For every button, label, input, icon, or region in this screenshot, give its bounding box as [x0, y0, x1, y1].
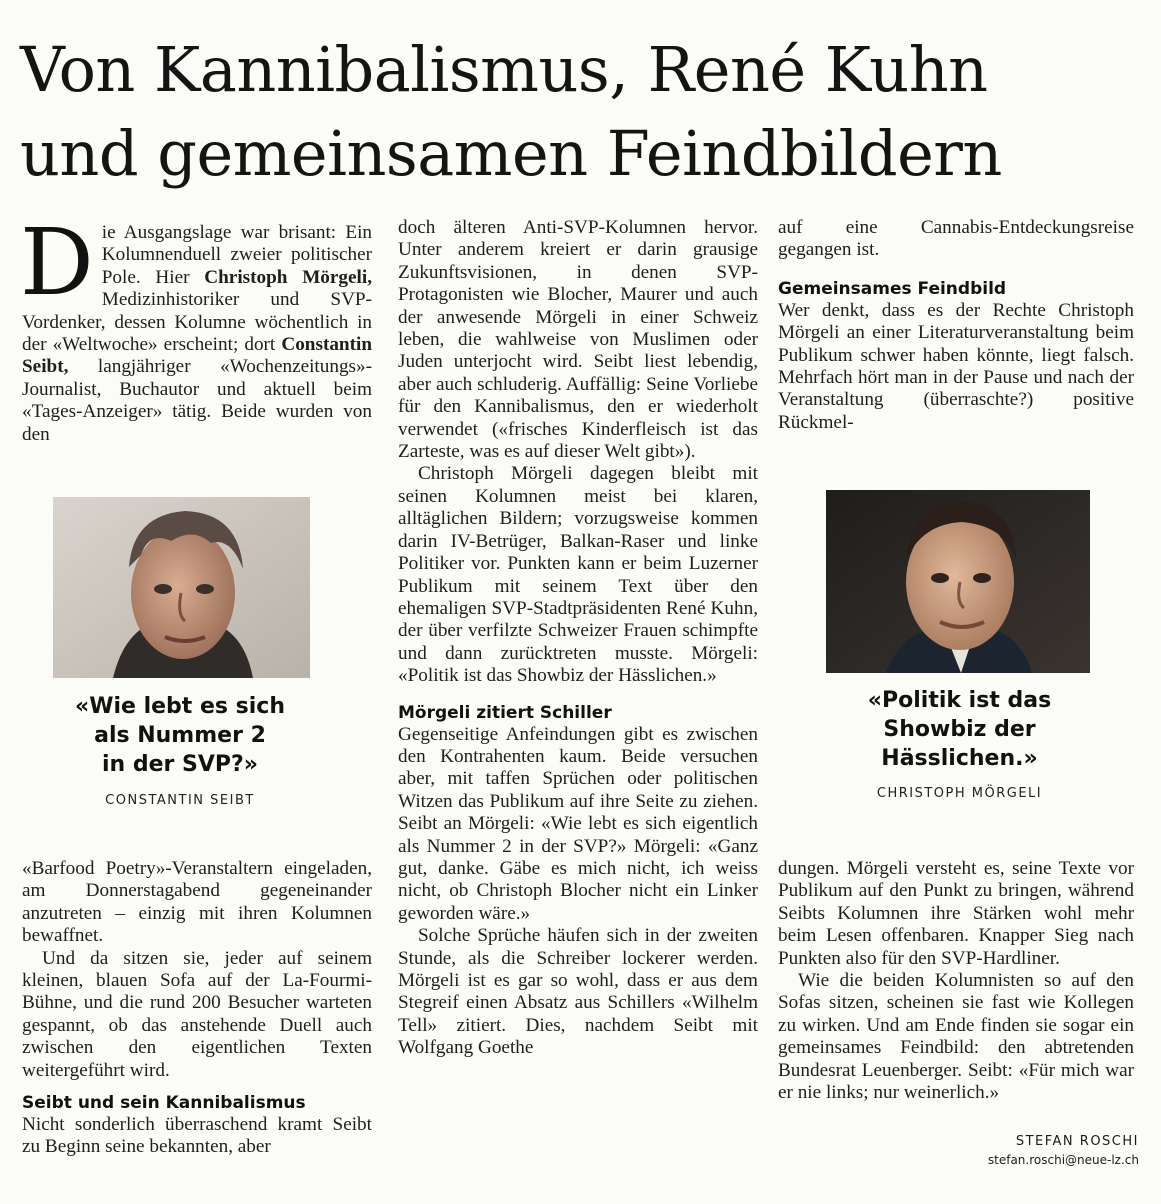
caption-seibt: CONSTANTIN SEIBT — [105, 793, 255, 808]
quote-moergeli-line-1: «Politik ist das — [867, 688, 1052, 713]
paragraph: Gegenseitige Anfeindungen gibt es zwischen den Kontrahenten kaum. Beide versuchen aber, mit taffen Sprüchen oder politischen Witzen das Publikum auf ihre Seite zu ziehen. Seibt an Mörgeli: «Wie lebt es sich eigentlich als Nummer 2 in der SVP?» Mörgeli: «Ganz gut, danke. Gäbe es mich nicht, ich weiss nicht, ob Christoph Blocher nicht ein Linker geworden wäre.» — [398, 723, 758, 924]
subhead-moergeli-schiller: Mörgeli zitiert Schiller — [398, 702, 612, 723]
quote-moergeli-line-2: Showbiz der — [883, 717, 1036, 742]
paragraph: Und da sitzen sie, jeder auf seinem kleinen, blauen Sofa auf der La-Fourmi-Bühne, und die rund 200 Besucher warteten gespannt, ob das anstehende Duell auch zwischen den eigentlichen Texten weitergeführt wird. — [22, 947, 372, 1081]
paragraph: auf eine Cannabis-Entdeckungsreise gegangen ist. — [778, 217, 1134, 261]
name-seibt: Constantin Seibt, — [22, 334, 372, 378]
subhead-gemeinsames-feindbild: Gemeinsames Feindbild — [778, 278, 1007, 299]
column-1-bottom — [22, 858, 372, 1159]
column-3-top — [778, 217, 1134, 434]
paragraph: dungen. Mörgeli versteht es, seine Texte vor Publikum auf den Punkt zu bringen, während Seibts Kolumnen ihre Stärken wohl mehr beim Lesen offenbaren. Knapper Sieg nach Punkten also für den SVP-Hardliner. — [778, 858, 1134, 969]
column-3-bottom — [778, 858, 1134, 1104]
intro-text-3: langjähriger «Wochenzeitungs»-Journalist, Buchautor und aktuell beim «Tages-Anzeiger» tätig. Beide wurden von den — [22, 356, 372, 445]
column-2 — [398, 217, 758, 1060]
quote-seibt-line-1: «Wie lebt es sich — [75, 694, 285, 719]
photo-constantin-seibt — [53, 497, 310, 678]
name-moergeli: Christoph Mörgeli, — [204, 266, 372, 288]
portrait-seibt-image — [53, 497, 310, 678]
quote-seibt-line-3: in der SVP?» — [101, 752, 258, 777]
column-1-intro — [20, 209, 372, 446]
author-name: STEFAN ROSCHI — [1015, 1134, 1139, 1149]
paragraph: Wer denkt, dass es der Rechte Christoph Mörgeli an einer Literaturveranstaltung beim Publikum schwer haben könnte, liegt falsch. Mehrfach hört man in der Pause und nach der Veranstaltung (überraschte?) positive Rückmel- — [778, 299, 1134, 433]
byline — [988, 1132, 1139, 1169]
paragraph: Christoph Mörgeli dagegen bleibt mit seinen Kolumnen meist bei klaren, alltäglichen Bildern; vorzugsweise kommen darin IV-Betrüger, Balkan-Raser und linke Politiker vor. Punkten kann er beim Luzerner Publikum mit seinem Text über den ehemaligen SVP-Stadtpräsidenten René Kuhn, der über verfilzte Schweizer Frauen schimpfte und dann zurücktreten musste. Mörgeli: «Politik ist das Showbiz der Hässlichen.» — [398, 463, 758, 687]
photo-christoph-moergeli — [826, 490, 1090, 673]
intro-text-2: Medizinhistoriker und SVP-Vordenker, dessen Kolumne wöchentlich in der «Weltwoche» erscheint; dort — [22, 289, 372, 356]
quote-moergeli-line-3: Hässlichen.» — [881, 746, 1038, 771]
paragraph: Nicht sonderlich überraschend kramt Seibt zu Beginn seine bekannten, aber — [22, 1114, 372, 1158]
headline-line-2: und gemeinsamen Feindbildern — [20, 117, 1002, 190]
author-email: stefan.roschi@neue-lz.ch — [987, 1153, 1139, 1167]
paragraph: Solche Sprüche häufen sich in der zweiten Stunde, als die Schreiber lockerer werden. Mörgeli ist es gar so wohl, dass er aus dem Stegreif einen Absatz aus Schillers «Wilhelm Tell» zitiert. Dies, nachdem Seibt mit Wolfgang Goethe — [398, 925, 758, 1059]
quote-moergeli — [812, 686, 1107, 773]
quote-seibt — [40, 692, 320, 779]
intro-text: ie Ausgangslage war brisant: Ein Kolumnenduell zweier politischer Pole. Hier — [101, 222, 372, 288]
headline — [20, 28, 1150, 196]
paragraph: Wie die beiden Kolumnisten so auf den Sofas sitzen, scheinen sie fast wie Kollegen zu wirken. Und am Ende finden sie sogar ein gemeinsames Feindbild: den abtretenden Bundesrat Leuenberger. Seibt: «Für mich war er nie links; nur weinerlich.» — [778, 970, 1134, 1104]
quote-seibt-line-2: als Nummer 2 — [94, 723, 266, 748]
headline-line-1: Von Kannibalismus, René Kuhn — [20, 33, 988, 106]
subhead-seibt-kannibalismus: Seibt und sein Kannibalismus — [22, 1093, 306, 1114]
paragraph: doch älteren Anti-SVP-Kolumnen hervor. Unter anderem kreiert er darin grausige Zukunftsvisionen, in denen SVP-Protagonisten wie Blocher, Maurer und auch der anwesende Mörgeli in einer Schweiz leben, die wahlweise von Muslimen oder Juden unterjocht wird. Seibt liest lebendig, aber auch schluderig. Auffällig: Seine Vorliebe für den Kannibalismus, den er wiederholt verwendet («frisches Kinderfleisch ist das Zarteste, was es auf dieser Welt gibt»). — [398, 217, 758, 463]
caption-moergeli: CHRISTOPH MÖRGELI — [876, 786, 1043, 801]
paragraph: «Barfood Poetry»-Veranstaltern eingeladen, am Donnerstagabend gegeneinander anzutreten – einzig mit ihren Kolumnen bewaffnet. — [22, 858, 372, 947]
drop-cap: D — [20, 209, 94, 316]
portrait-moergeli-image — [826, 490, 1090, 673]
